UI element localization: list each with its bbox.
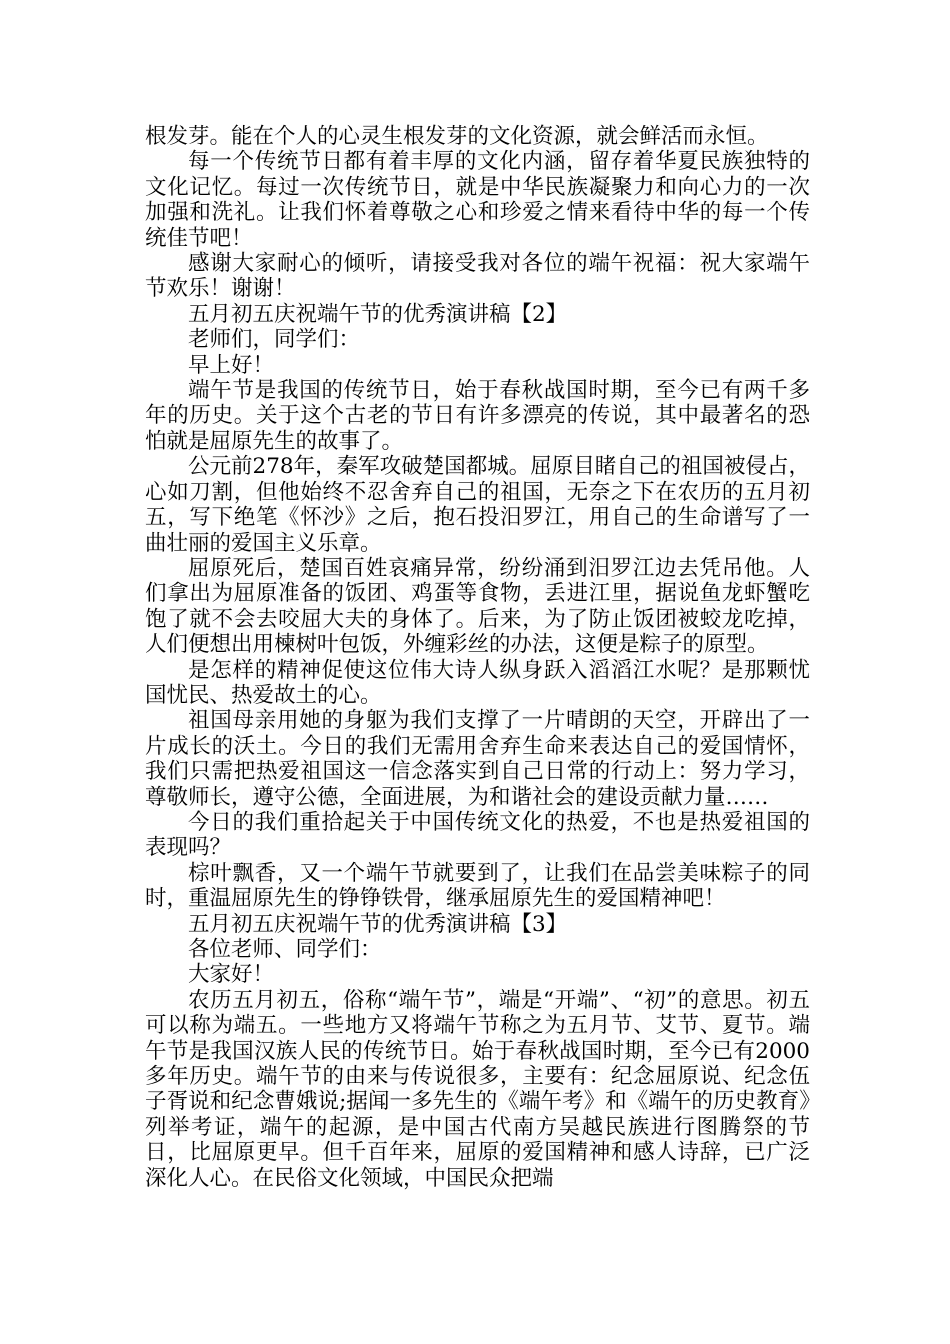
paragraph: 屈原死后，楚国百姓哀痛异常，纷纷涌到汨罗江边去凭吊他。人们拿出为屈原准备的饭团、鸡蛋等食物，丢进江里，据说鱼龙虾蟹吃饱了就不会去咬屈大夫的身体了。后来，为了防止饭团被蛟龙吃掉，人们便想出用楝树叶包饭，外缠彩丝的办法，这便是粽子的原型。 bbox=[145, 555, 810, 658]
paragraph: 感谢大家耐心的倾听，请接受我对各位的端午祝福：祝大家端午节欢乐！谢谢！ bbox=[145, 251, 810, 302]
section-heading: 五月初五庆祝端午节的优秀演讲稿【2】 bbox=[188, 301, 568, 327]
paragraph: 端午节是我国的传统节日，始于春秋战国时期，至今已有两千多年的历史。关于这个古老的节日有许多漂亮的传说，其中最著名的恐怕就是屈原先生的故事了。 bbox=[145, 378, 810, 454]
salutation: 各位老师、同学们： bbox=[188, 937, 382, 962]
greeting: 大家好！ bbox=[188, 962, 275, 988]
paragraph: 每一个传统节日都有着丰厚的文化内涵，留存着华夏民族独特的文化记忆。每过一次传统节日，就是中华民族凝聚力和向心力的一次加强和洗礼。让我们怀着尊敬之心和珍爱之情来看待中华的每一个传统佳节吧！ bbox=[145, 149, 810, 251]
paragraph: 公元前278年，秦军攻破楚国都城。屈原目睹自己的祖国被侵占，心如刀割，但他始终不忍舍弃自己的祖国，无奈之下在农历的五月初五，写下绝笔《怀沙》之后，抱石投汨罗江，用自己的生命谱写了一曲壮丽的爱国主义乐章。 bbox=[145, 454, 810, 556]
section-heading: 五月初五庆祝端午节的优秀演讲稿【3】 bbox=[188, 911, 568, 937]
paragraph: 是怎样的精神促使这位伟大诗人纵身跃入滔滔江水呢？是那颗忧国忧民、热爱故土的心。 bbox=[145, 657, 810, 708]
document-body bbox=[145, 124, 810, 1191]
paragraph: 农历五月初五，俗称“端午节”，端是“开端”、“初”的意思。初五可以称为端五。一些地方又将端午节称之为五月节、艾节、夏节。端午节是我国汉族人民的传统节日。始于春秋战国时期，至今已有2000多年历史。端午节的由来与传说很多，主要有：纪念屈原说、纪念伍子胥说和纪念曹娥说;据闻一多先生的《端午考》和《端午的历史教育》列举考证，端午的起源，是中国古代南方吴越民族进行图腾祭的节日，比屈原更早。但千百年来，屈原的爱国精神和感人诗辞，已广泛深化人心。在民俗文化领域，中国民众把端 bbox=[145, 987, 810, 1191]
greeting: 早上好！ bbox=[188, 352, 275, 378]
paragraph: 今日的我们重拾起关于中国传统文化的热爱，不也是热爱祖国的表现吗？ bbox=[145, 809, 810, 861]
salutation: 老师们，同学们： bbox=[188, 327, 361, 353]
paragraph: 根发芽。能在个人的心灵生根发芽的文化资源，就会鲜活而永恒。 bbox=[145, 124, 769, 149]
paragraph: 棕叶飘香，又一个端午节就要到了，让我们在品尝美味粽子的同时，重温屈原先生的铮铮铁骨，继承屈原先生的爱国精神吧！ bbox=[145, 860, 810, 912]
paragraph: 祖国母亲用她的身躯为我们支撑了一片晴朗的天空，开辟出了一片成长的沃土。今日的我们无需用舍弃生命来表达自己的爱国情怀，我们只需把热爱祖国这一信念落实到自己日常的行动上：努力学习，尊敬师长，遵守公德，全面进展，为和谐社会的建设贡献力量…… bbox=[145, 708, 810, 810]
